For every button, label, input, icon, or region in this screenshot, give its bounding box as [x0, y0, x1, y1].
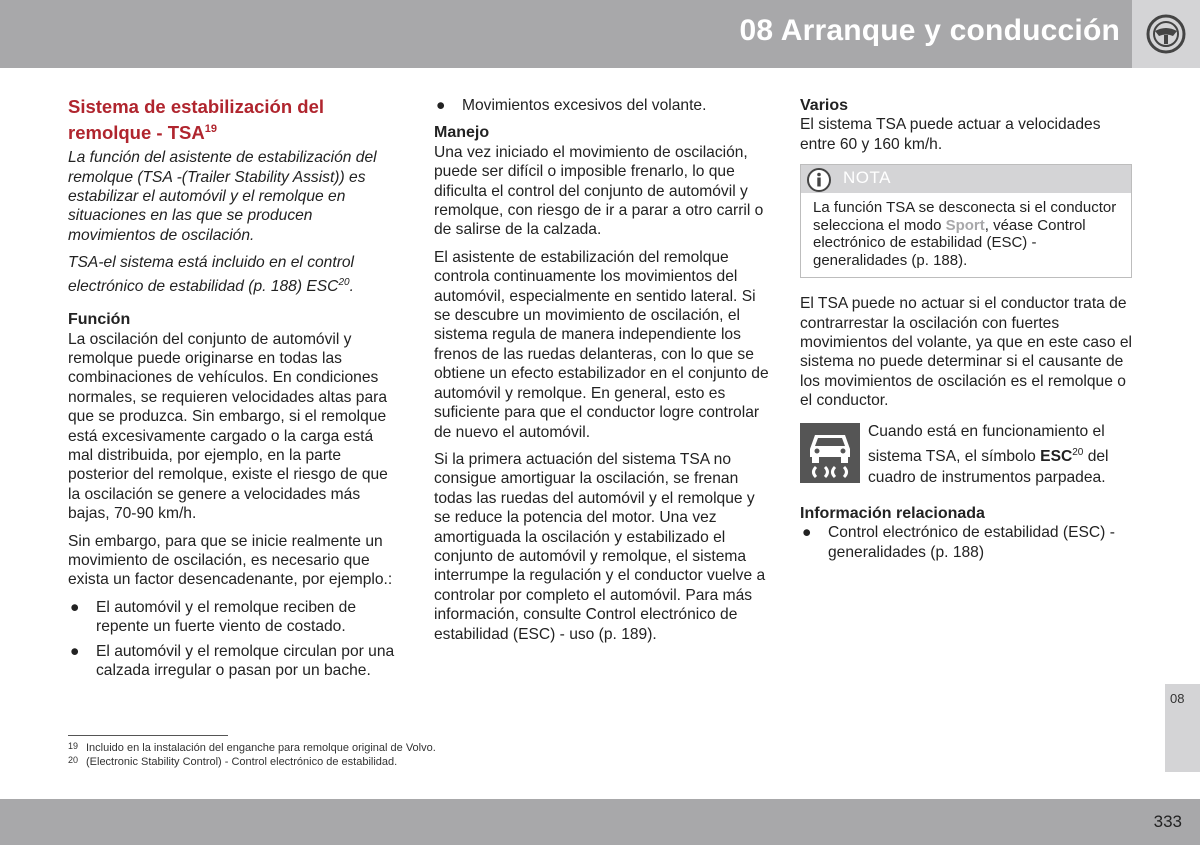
- varios-heading: Varios: [800, 97, 849, 114]
- manejo-paragraph: Una vez iniciado el movimiento de oscilación, puede ser difícil o imposible frenarlo, lo que dificulta el control del conjunto de automóvil y remolque, con riesgo de ir a parar a otro carril o de salirse de la calzada.: [434, 143, 764, 239]
- esc-indicator-text: Cuando está en funcionamiento el sistema TSA, el símbolo ESC$^{20}$ del cuadro de instrumentos parpadea.: [868, 422, 1109, 486]
- bullet-icon: ●: [70, 642, 80, 660]
- footnote-divider: [68, 735, 228, 736]
- sport-mode-label: Sport: [945, 216, 985, 234]
- info-icon: [806, 167, 832, 193]
- related-info-list: [800, 523, 1132, 562]
- column-left: [68, 96, 400, 687]
- skidding-car-icon: [800, 423, 860, 483]
- footnotes: [68, 741, 436, 769]
- note-label: NOTA: [843, 168, 891, 188]
- chapter-header: [0, 0, 1200, 68]
- column-middle: [434, 96, 769, 652]
- manejo-heading: Manejo: [434, 124, 490, 142]
- esc-indicator-info: [800, 421, 1132, 488]
- note-header: [801, 165, 1131, 193]
- related-link[interactable]: ● Control electrónico de estabilidad (ESC) - generalidades (p. 188): [802, 524, 1115, 561]
- section-title: Sistema de estabilización del remolque - TSA$^{19}$: [68, 96, 325, 144]
- list-item: ● Movimientos excesivos del volante.: [436, 97, 707, 114]
- funcion-paragraph-2: Sin embargo, para que se inicie realmente un movimiento de oscilación, es necesario que exista un factor desencadenante, por ejemplo.:: [68, 532, 393, 589]
- funcion-heading: Función: [68, 311, 131, 329]
- page-footer: [0, 799, 1200, 845]
- intro-paragraph: La función del asistente de estabilización del remolque (TSA -(Trailer Stability Assist)) es estabilizar el automóvil y el remolque en situaciones en las que se producen movimientos de oscilación.: [68, 149, 377, 244]
- chapter-side-tab: 08: [1165, 684, 1200, 772]
- list-item: ● El automóvil y el remolque circulan por una calzada irregular o pasan por un bache.: [70, 642, 395, 680]
- varios-paragraph: El sistema TSA puede actuar a velocidades entre 60 y 160 km/h.: [800, 116, 1101, 153]
- note-box: [800, 164, 1132, 278]
- chapter-icon-box: [1132, 0, 1200, 68]
- steering-wheel-icon: [1145, 13, 1187, 55]
- page-number: 333: [1153, 812, 1182, 831]
- intro-paragraph-esc: TSA-el sistema está incluido en el control electrónico de estabilidad (p. 188) ESC$^{20}$.: [68, 254, 355, 295]
- bullet-icon: ●: [802, 524, 812, 542]
- tsa-limitation-paragraph: El TSA puede no actuar si el conductor trata de contrarrestar la oscilación con fuertes movimientos del volante, ya que en este caso el sistema no puede determinar si el causante de los movimientos de oscilación es el remolque o el conductor.: [800, 295, 1132, 410]
- manejo-paragraph-2: El asistente de estabilización del remolque controla continuamente los movimientos del automóvil, especialmente en sentido lateral. Si se descubre un movimiento de oscilación, el sistema regula de manera independiente los frenos de las ruedas delanteras, con lo que se obtiene un efecto estabilizador en el conjunto de automóvil y remolque. En general, esto es suficiente para que el conductor logre controlar de nuevo el automóvil.: [434, 248, 769, 441]
- trigger-list-continued: [434, 96, 769, 115]
- trigger-list: [68, 598, 400, 681]
- bullet-icon: ●: [70, 598, 80, 616]
- bullet-icon: ●: [436, 97, 446, 114]
- footnote: 19 Incluido en la instalación del enganche para remolque original de Volvo.: [68, 741, 436, 754]
- manejo-paragraph-3: Si la primera actuación del sistema TSA no consigue amortiguar la oscilación, se frenan todas las ruedas del automóvil y el remolque y se reduce la potencia del motor. Una vez amortiguada la oscilación y estabilizado el conjunto de automóvil y remolque, el sistema interrumpe la regulación y el conductor vuelve a controlar por completo el automóvil. Para más información, consulte Control electrónico de estabilidad (ESC) - uso (p. 189).: [434, 450, 766, 643]
- list-item: ● El automóvil y el remolque reciben de repente un fuerte viento de costado.: [70, 598, 357, 636]
- related-info-heading: Información relacionada: [800, 504, 985, 522]
- column-right: [800, 96, 1132, 568]
- note-text: La función TSA se desconecta si el conductor selecciona el modo Sport, véase Control electrónico de estabilidad (ESC) - generalidades (p. 188).: [813, 199, 1117, 269]
- footnote: 20 (Electronic Stability Control) - Control electrónico de estabilidad.: [68, 755, 398, 768]
- funcion-paragraph: La oscilación del conjunto de automóvil y remolque puede originarse en todas las combinaciones de vehículos. En condiciones normales, se requieren velocidades altas para que se produzca. Sin embargo, si el remolque está excesivamente cargado o la carga está mal distribuida, por ejemplo, en la parte posterior del remolque, existe el riesgo de que la oscilación se genere a velocidades más bajas, 70-90 km/h.: [68, 330, 388, 523]
- chapter-title: 08 Arranque y conducción: [739, 14, 1120, 47]
